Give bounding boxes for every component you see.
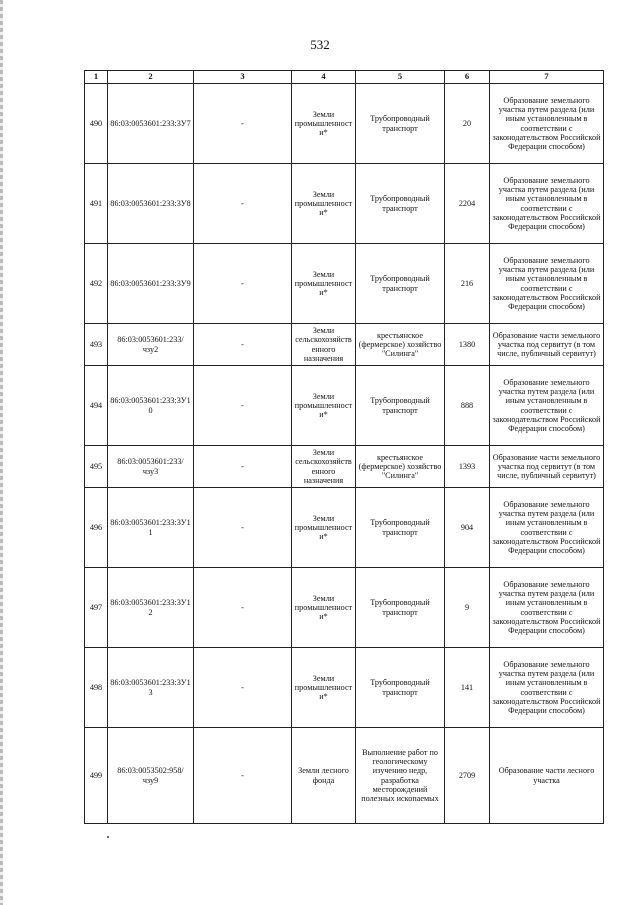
column-header: 6 xyxy=(445,71,490,84)
cell-area: 2709 xyxy=(445,728,490,824)
cell-category: Земли сельскохозяйственного назначения xyxy=(292,324,356,366)
cell-num: 499 xyxy=(85,728,108,824)
cell-col3: - xyxy=(194,164,292,244)
cell-num: 497 xyxy=(85,568,108,648)
table-header-row xyxy=(85,71,604,84)
cell-area: 9 xyxy=(445,568,490,648)
cell-area: 20 xyxy=(445,84,490,164)
table-row xyxy=(85,366,604,446)
cell-cadastral: 86:03:0053502:958/чзу9 xyxy=(108,728,194,824)
cell-num: 493 xyxy=(85,324,108,366)
cell-num: 490 xyxy=(85,84,108,164)
cell-method: Образование части земельного участка под сервитут (в том числе, публичный сервитут) xyxy=(490,446,604,488)
cell-col3: - xyxy=(194,324,292,366)
table-row xyxy=(85,446,604,488)
column-header: 2 xyxy=(108,71,194,84)
cell-cadastral: 86:03:0053601:233:3У11 xyxy=(108,488,194,568)
cell-area: 1393 xyxy=(445,446,490,488)
cell-use: Трубопроводный транспорт xyxy=(356,488,445,568)
cell-use: Трубопроводный транспорт xyxy=(356,366,445,446)
cell-use: крестьянское (фермерское) хозяйство "Силинга" xyxy=(356,446,445,488)
cell-method: Образование земельного участка путем раздела (или иным установленным в соответствии с законодательством Российской Федерации способом) xyxy=(490,648,604,728)
cell-category: Земли промышленности* xyxy=(292,366,356,446)
cell-num: 494 xyxy=(85,366,108,446)
table-row xyxy=(85,488,604,568)
cell-category: Земли лесного фонда xyxy=(292,728,356,824)
column-header: 1 xyxy=(85,71,108,84)
cell-col3: - xyxy=(194,648,292,728)
cell-area: 888 xyxy=(445,366,490,446)
cell-use: Трубопроводный транспорт xyxy=(356,164,445,244)
table-row xyxy=(85,568,604,648)
cell-num: 491 xyxy=(85,164,108,244)
column-header: 4 xyxy=(292,71,356,84)
cell-cadastral: 86:03:0053601:233:3У9 xyxy=(108,244,194,324)
cell-method: Образование части земельного участка под сервитут (в том числе, публичный сервитут) xyxy=(490,324,604,366)
cell-num: 498 xyxy=(85,648,108,728)
cell-use: Трубопроводный транспорт xyxy=(356,568,445,648)
cell-cadastral: 86:03:0053601:233/чзу3 xyxy=(108,446,194,488)
scan-speck xyxy=(107,836,109,838)
cell-method: Образование части лесного участка xyxy=(490,728,604,824)
table-row xyxy=(85,324,604,366)
cell-col3: - xyxy=(194,488,292,568)
cell-use: Трубопроводный транспорт xyxy=(356,244,445,324)
cell-method: Образование земельного участка путем раздела (или иным установленным в соответствии с законодательством Российской Федерации способом) xyxy=(490,366,604,446)
cell-method: Образование земельного участка путем раздела (или иным установленным в соответствии с законодательством Российской Федерации способом) xyxy=(490,164,604,244)
cell-col3: - xyxy=(194,568,292,648)
cell-col3: - xyxy=(194,84,292,164)
scan-edge xyxy=(0,0,3,905)
cell-category: Земли сельскохозяйственного назначения xyxy=(292,446,356,488)
cell-category: Земли промышленности* xyxy=(292,568,356,648)
cell-cadastral: 86:03:0053601:233:3У12 xyxy=(108,568,194,648)
page-number: 532 xyxy=(310,37,330,52)
cell-cadastral: 86:03:0053601:233/чзу2 xyxy=(108,324,194,366)
cell-use: крестьянское (фермерское) хозяйство "Силинга" xyxy=(356,324,445,366)
column-header: 7 xyxy=(490,71,604,84)
table-row xyxy=(85,84,604,164)
cell-cadastral: 86:03:0053601:233:3У10 xyxy=(108,366,194,446)
cell-col3: - xyxy=(194,244,292,324)
column-header: 3 xyxy=(194,71,292,84)
cell-area: 1380 xyxy=(445,324,490,366)
cell-category: Земли промышленности* xyxy=(292,164,356,244)
table-row xyxy=(85,244,604,324)
cell-area: 904 xyxy=(445,488,490,568)
cell-cadastral: 86:03:0053601:233:3У13 xyxy=(108,648,194,728)
cell-area: 216 xyxy=(445,244,490,324)
cell-col3: - xyxy=(194,366,292,446)
cell-cadastral: 86:03:0053601:233:3У8 xyxy=(108,164,194,244)
cell-col3: - xyxy=(194,728,292,824)
land-plot-table xyxy=(84,70,604,824)
cell-use: Трубопроводный транспорт xyxy=(356,84,445,164)
table-row xyxy=(85,648,604,728)
cell-num: 496 xyxy=(85,488,108,568)
cell-area: 2204 xyxy=(445,164,490,244)
cell-category: Земли промышленности* xyxy=(292,648,356,728)
cell-use: Трубопроводный транспорт xyxy=(356,648,445,728)
table-row xyxy=(85,728,604,824)
cell-num: 492 xyxy=(85,244,108,324)
cell-use: Выполнение работ по геологическому изучению недр, разработка месторождений полезных ископаемых xyxy=(356,728,445,824)
cell-category: Земли промышленности* xyxy=(292,244,356,324)
cell-method: Образование земельного участка путем раздела (или иным установленным в соответствии с законодательством Российской Федерации способом) xyxy=(490,568,604,648)
cell-area: 141 xyxy=(445,648,490,728)
cell-category: Земли промышленности* xyxy=(292,488,356,568)
cell-col3: - xyxy=(194,446,292,488)
table-row xyxy=(85,164,604,244)
cell-category: Земли промышленности* xyxy=(292,84,356,164)
cell-method: Образование земельного участка путем раздела (или иным установленным в соответствии с законодательством Российской Федерации способом) xyxy=(490,488,604,568)
cell-cadastral: 86:03:0053601:233:3У7 xyxy=(108,84,194,164)
column-header: 5 xyxy=(356,71,445,84)
cell-num: 495 xyxy=(85,446,108,488)
cell-method: Образование земельного участка путем раздела (или иным установленным в соответствии с законодательством Российской Федерации способом) xyxy=(490,244,604,324)
cell-method: Образование земельного участка путем раздела (или иным установленным в соответствии с законодательством Российской Федерации способом) xyxy=(490,84,604,164)
